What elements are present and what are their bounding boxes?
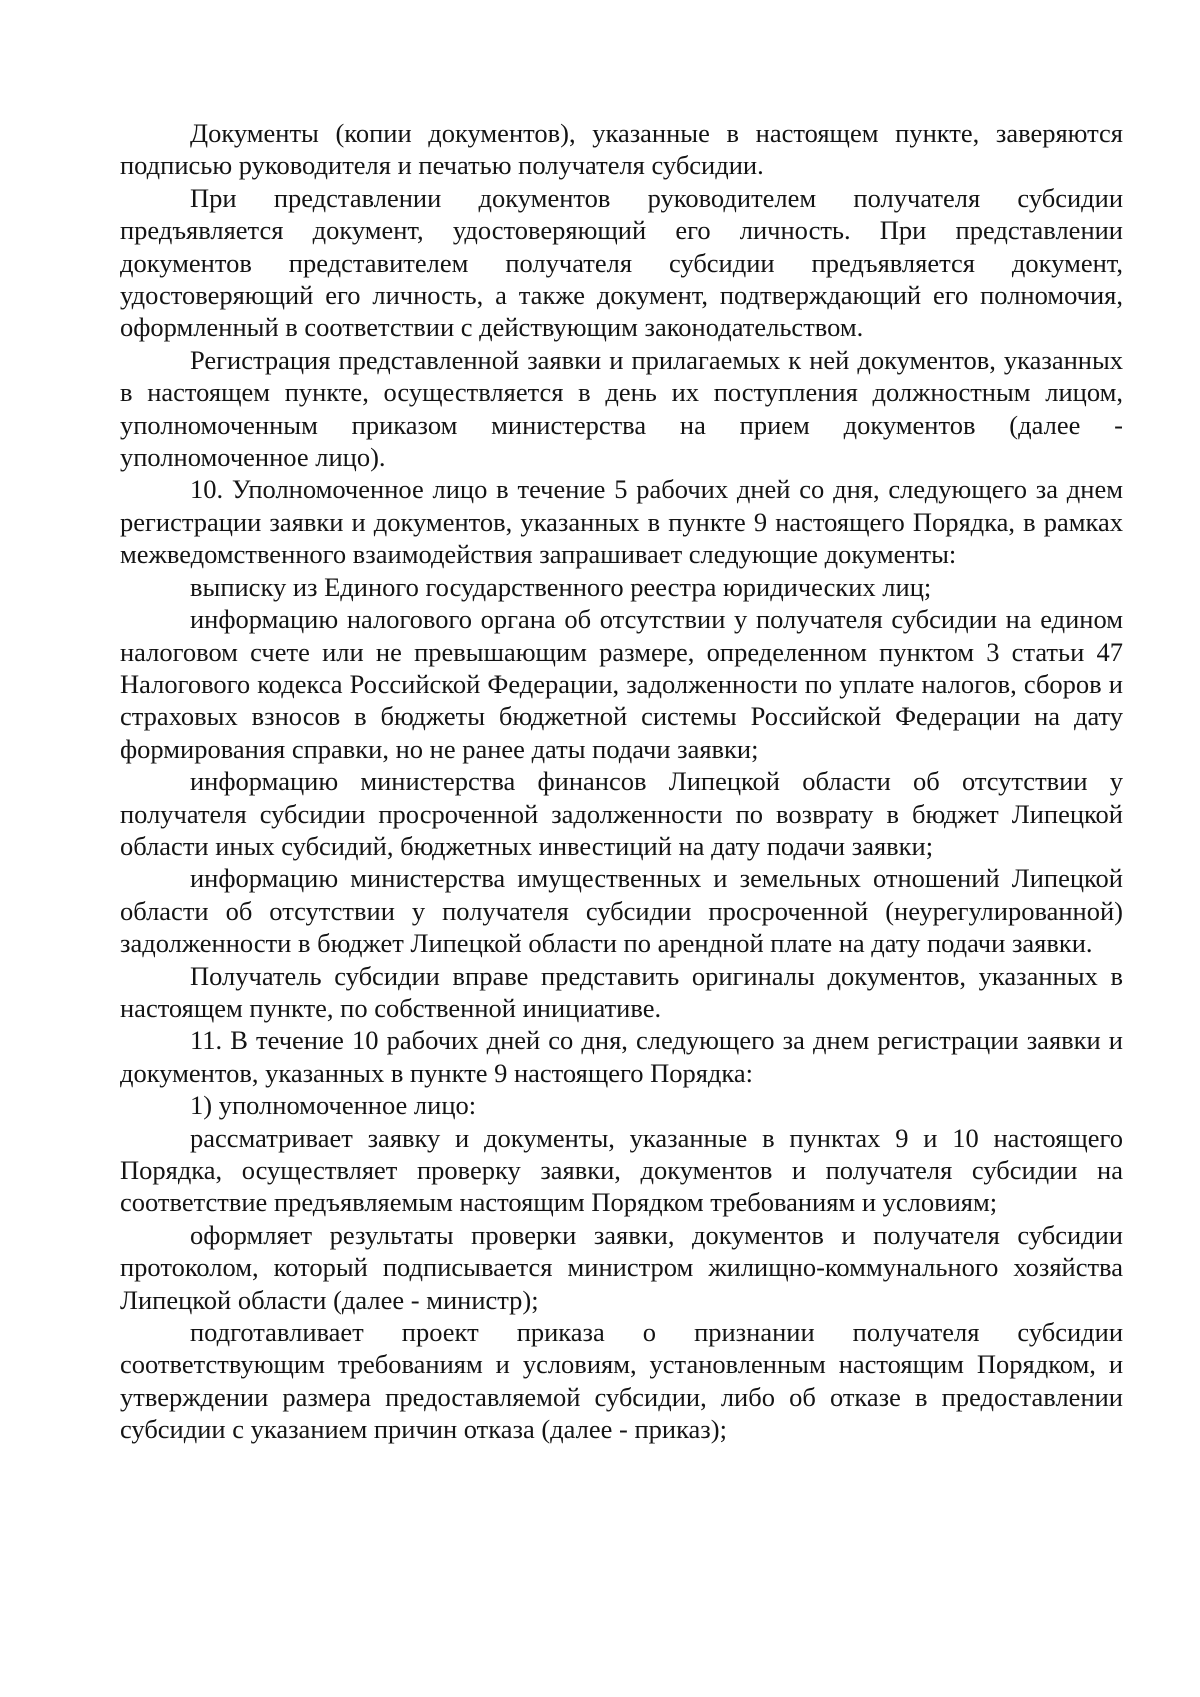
paragraph-documents-certification: Документы (копии документов), указанные в настоящем пункте, заверяются подписью руководителя и печатью получателя субсидии. xyxy=(120,118,1123,181)
paragraph-authorized-person: 1) уполномоченное лицо: xyxy=(190,1090,477,1121)
paragraph-review-application: рассматривает заявку и документы, указанные в пунктах 9 и 10 настоящего Порядка, осуществляет проверку заявки, документов и получателя субсидии на соответствие предъявляемым настоящим Порядком требованиям и условиям; xyxy=(120,1122,1123,1218)
paragraph-registration: Регистрация представленной заявки и прилагаемых к ней документов, указанных в настоящем пункте, осуществляется в день их поступления должностным лицом, уполномоченным приказом министерства на прием документов (далее - уполномоченное лицо). xyxy=(120,344,1123,473)
paragraph-finance-ministry-info: информацию министерства финансов Липецкой области об отсутствии у получателя субсидии просроченной задолженности по возврату в бюджет Липецкой области иных субсидий, бюджетных инвестиций на дату подачи заявки; xyxy=(120,766,1123,861)
paragraph-original-documents: Получатель субсидии вправе представить оригиналы документов, указанных в настоящем пункте, по собственной инициативе. xyxy=(120,960,1123,1023)
paragraph-registry-extract: выписку из Единого государственного реестра юридических лиц; xyxy=(190,571,932,602)
paragraph-property-ministry-info: информацию министерства имущественных и земельных отношений Липецкой области об отсутствии у получателя субсидии просроченной (неурегулированной) задолженности в бюджет Липецкой области по арендной плате на дату подачи заявки. xyxy=(120,863,1123,959)
paragraph-protocol: оформляет результаты проверки заявки, документов и получателя субсидии протоколом, который подписывается министром жилищно-коммунального хозяйства Липецкой области (далее - министр); xyxy=(120,1219,1123,1315)
paragraph-draft-order: подготавливает проект приказа о признании получателя субсидии соответствующим требованиям и условиям, установленным настоящим Порядком, и утверждении размера предоставляемой субсидии, либо об отказе в предоставлении субсидии с указанием причин отказа (далее - приказ); xyxy=(120,1317,1123,1445)
paragraph-clause-11: 11. В течение 10 рабочих дней со дня, следующего за днем регистрации заявки и документов, указанных в пункте 9 настоящего Порядка: xyxy=(120,1025,1123,1088)
document-body xyxy=(120,117,1123,1446)
paragraph-identity-documents: При представлении документов руководителем получателя субсидии предъявляется документ, удостоверяющий его личность. При представлении документов представителем получателя субсидии предъявляется документ, удостоверяющий его личность, а также документ, подтверждающий его полномочия, оформленный в соответствии с действующим законодательством. xyxy=(120,182,1123,343)
paragraph-tax-authority-info: информацию налогового органа об отсутствии у получателя субсидии на едином налоговом счете или не превышающим размере, определенном пунктом 3 статьи 47 Налогового кодекса Российской Федерации, задолженности по уплате налогов, сборов и страховых взносов в бюджеты бюджетной системы Российской Федерации на дату формирования справки, но не ранее даты подачи заявки; xyxy=(120,604,1123,764)
paragraph-clause-10: 10. Уполномоченное лицо в течение 5 рабочих дней со дня, следующего за днем регистрации заявки и документов, указанных в пункте 9 настоящего Порядка, в рамках межведомственного взаимодействия запрашивает следующие документы: xyxy=(120,474,1123,570)
